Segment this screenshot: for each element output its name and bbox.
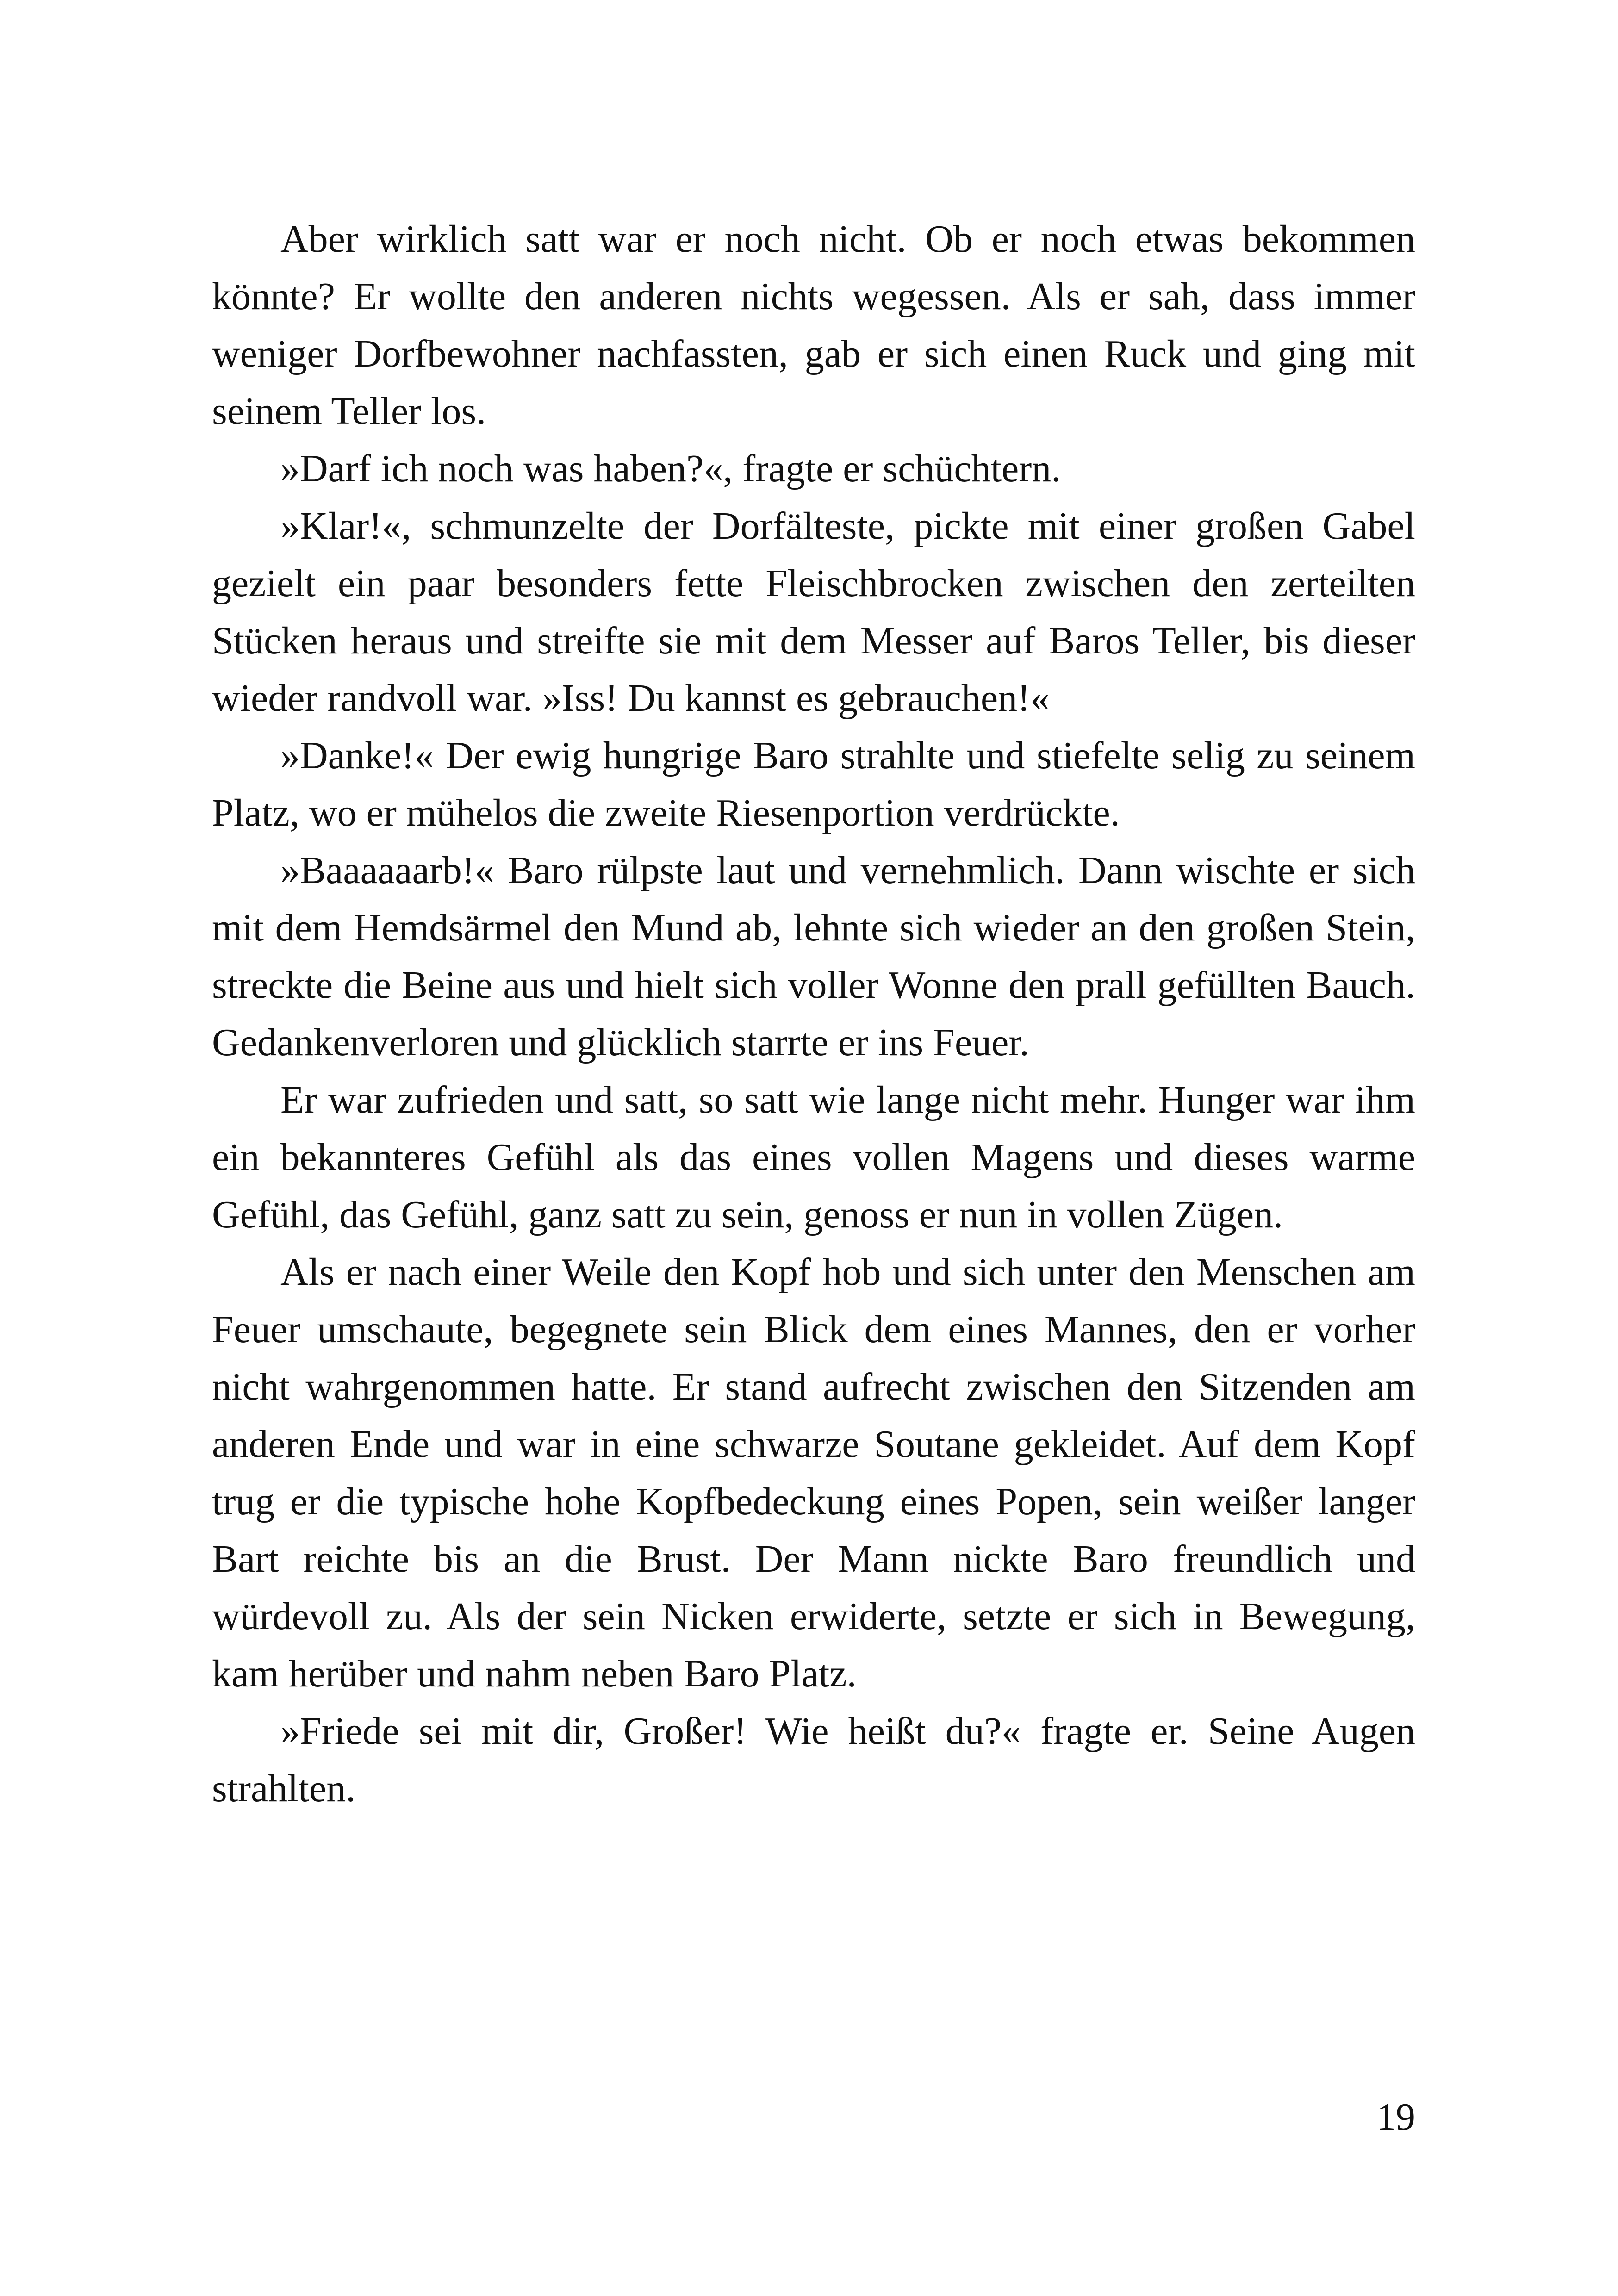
paragraph-7: Als er nach einer Weile den Kopf hob und sich unter den Menschen am Feuer umschaute, begegnete sein Blick dem eines Mannes, den er vorher nicht wahrgenommen hatte. Er stand aufrecht zwischen den Sitzenden am anderen Ende und war in eine schwarze Soutane gekleidet. Auf dem Kopf trug er die typische hohe Kopfbedeckung eines Popen, sein weißer langer Bart reichte bis an die Brust. Der Mann nickte Baro freundlich und würdevoll zu. Als der sein Nicken erwiderte, setzte er sich in Bewegung, kam herüber und nahm neben Baro Platz. (212, 1251, 1415, 1695)
paragraph-6: Er war zufrieden und satt, so satt wie lange nicht mehr. Hunger war ihm ein bekannteres Gefühl als das eines vollen Magens und dieses warme Gefühl, das Gefühl, ganz satt zu sein, genoss er nun in vollen Zügen. (212, 1078, 1415, 1236)
paragraph-1: Aber wirklich satt war er noch nicht. Ob er noch etwas bekommen könnte? Er wollte den anderen nichts wegessen. Als er sah, dass immer weniger Dorfbewohner nachfassten, gab er sich einen Ruck und ging mit seinem Teller los. (212, 218, 1415, 433)
body-text (212, 211, 1415, 1817)
paragraph-8: »Friede sei mit dir, Großer! Wie heißt du?« fragte er. Seine Augen strahlten. (212, 1710, 1415, 1810)
paragraph-2: »Darf ich noch was haben?«, fragte er schüchtern. (280, 447, 1061, 490)
page-number: 19 (1376, 2096, 1415, 2139)
paragraph-5: »Baaaaaarb!« Baro rülpste laut und vernehmlich. Dann wischte er sich mit dem Hemdsärmel den Mund ab, lehnte sich wieder an den großen Stein, streckte die Beine aus und hielt sich voller Wonne den prall gefüllten Bauch. Gedankenverloren und glücklich starrte er ins Feuer. (212, 849, 1415, 1064)
paragraph-3: »Klar!«, schmunzelte der Dorfälteste, pickte mit einer großen Gabel gezielt ein paar besonders fette Fleischbrocken zwischen den zerteilten Stücken heraus und streifte sie mit dem Messer auf Baros Teller, bis dieser wieder randvoll war. »Iss! Du kannst es gebrauchen!« (212, 504, 1415, 720)
paragraph-4: »Danke!« Der ewig hungrige Baro strahlte und stiefelte selig zu seinem Platz, wo er mühelos die zweite Riesenportion verdrückte. (212, 734, 1415, 834)
